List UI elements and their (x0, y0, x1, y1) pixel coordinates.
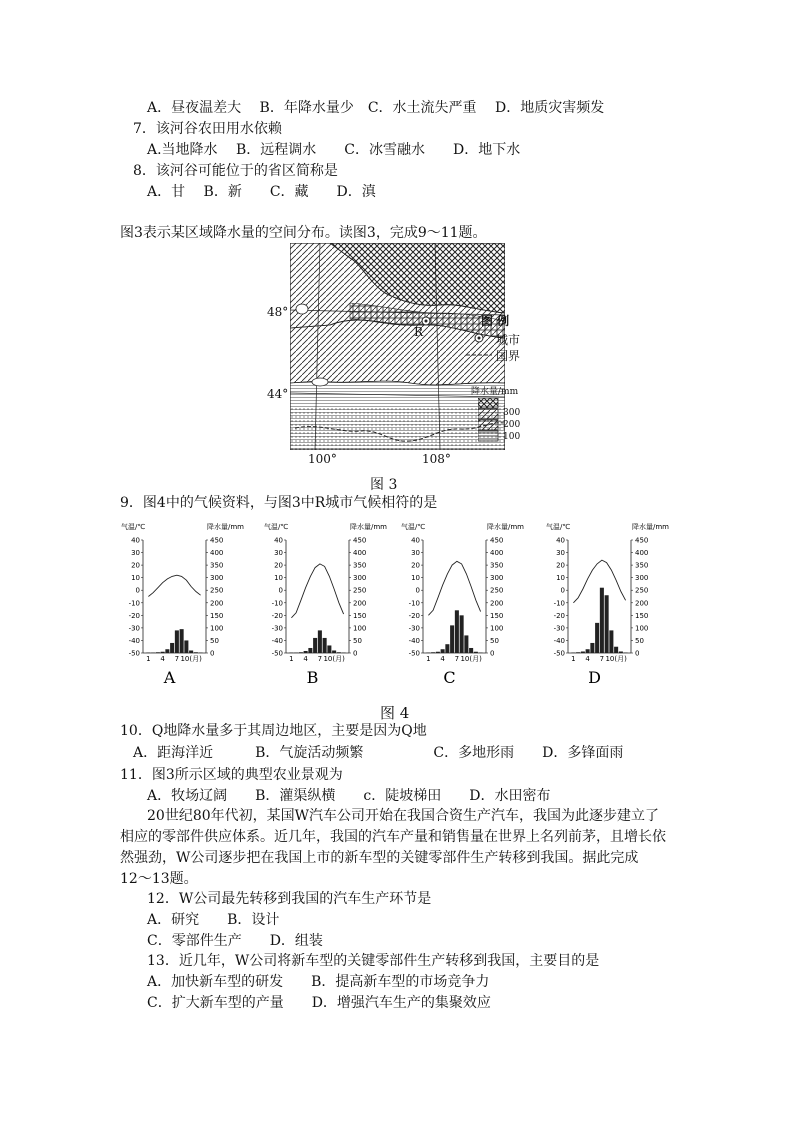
climate-chart-b (263, 520, 393, 695)
q12-stem: 12．W公司最先转移到我国的汽车生产环节是 (147, 891, 432, 907)
month-tick-label: 4 (440, 655, 445, 663)
q9-stem: 9．图4中的气候资料，与图3中R城市气候相符的是 (120, 495, 438, 511)
precip-bar (194, 652, 198, 653)
month-tick-label: 7 (454, 655, 460, 663)
precip-bar (299, 652, 303, 653)
precip-tick-label: 0 (353, 649, 358, 658)
temp-tick-label: -40 (408, 636, 420, 645)
q11-stem: 11．图3所示区域的典型农业景观为 (120, 767, 343, 783)
precip-bar (460, 615, 464, 653)
temp-tick-label: 0 (415, 586, 420, 595)
temp-axis-label: 气温/℃ (121, 523, 146, 531)
temp-tick-label: 0 (278, 586, 283, 595)
precip-tick-label: 350 (490, 561, 504, 570)
month-tick-label: 1 (571, 655, 576, 663)
q7-options: A.当地降水 B．远程调水 C．冰雪融水 D．地下水 (147, 142, 521, 158)
precip-tick-label: 200 (635, 599, 649, 608)
precip-tick-label: 0 (490, 649, 495, 658)
temp-tick-label: 0 (135, 586, 140, 595)
climate-chart-c (400, 520, 530, 695)
climate-chart-d (545, 520, 675, 695)
legend-city: 城市 (496, 333, 521, 347)
temp-curve (291, 564, 343, 618)
precip-tick-label: 250 (353, 586, 367, 595)
q13-options-1: A．加快新车型的研发 B．提高新车型的市场竞争力 (147, 974, 490, 990)
precip-bar (455, 610, 459, 653)
month-tick-label: 10(月) (460, 655, 482, 663)
precip-tick-label: 50 (635, 636, 644, 645)
temp-tick-label: -20 (553, 611, 565, 620)
temp-curve (573, 560, 625, 603)
precip-tick-label: 250 (210, 586, 224, 595)
q13-options-2: C．扩大新车型的产量 D．增强汽车生产的集聚效应 (147, 995, 491, 1011)
temp-tick-label: -50 (553, 649, 565, 658)
precip-bar (151, 652, 155, 653)
temp-curve (148, 575, 200, 596)
temp-tick-label: 30 (274, 549, 283, 558)
precip-tick-label: 50 (210, 636, 219, 645)
precip-bar (165, 649, 169, 653)
precip-bar (189, 650, 193, 653)
legend-border: 国界 (496, 349, 521, 363)
temp-tick-label: -30 (408, 624, 420, 633)
temp-axis-label: 气温/℃ (264, 523, 289, 531)
chart-letter: C (443, 668, 456, 687)
temp-tick-label: 20 (556, 561, 565, 570)
temp-tick-label: 20 (274, 561, 283, 570)
precip-tick-label: 250 (490, 586, 504, 595)
q8-stem: 8．该河谷可能位于的省区简称是 (133, 163, 338, 179)
precip-tick-label: 300 (210, 574, 224, 583)
temp-tick-label: -40 (271, 636, 283, 645)
precip-bar (426, 652, 430, 653)
temp-tick-label: -30 (553, 624, 565, 633)
temp-tick-label: -40 (128, 636, 140, 645)
precip-tick-label: 200 (210, 599, 224, 608)
temp-tick-label: 10 (274, 574, 283, 583)
precip-bar (332, 650, 336, 653)
precip-tick-label: 100 (635, 624, 649, 633)
legend-title: 图 例 (481, 314, 510, 328)
temp-tick-label: 10 (556, 574, 565, 583)
city-r-label: R (414, 325, 424, 339)
legend-border-icon (466, 352, 492, 358)
temp-tick-label: 30 (411, 549, 420, 558)
precip-bar (175, 630, 179, 653)
precip-bar (581, 651, 585, 653)
temp-tick-label: 40 (556, 536, 565, 545)
precip-bar (450, 625, 454, 653)
temp-tick-label: 10 (411, 574, 420, 583)
precip-tick-label: 300 (490, 574, 504, 583)
temp-tick-label: 20 (411, 561, 420, 570)
month-tick-label: 7 (317, 655, 323, 663)
precip-tick-label: 100 (210, 624, 224, 633)
temp-tick-label: -30 (128, 624, 140, 633)
lon-108-label: 108° (422, 452, 451, 466)
precip-tick-label: 300 (353, 574, 367, 583)
precip-tick-label: 350 (210, 561, 224, 570)
precip-tick-label: 50 (353, 636, 362, 645)
chart-letter: A (163, 668, 176, 687)
precip-bar (156, 652, 160, 653)
precip-bar (327, 645, 331, 653)
precipitation-map (290, 243, 505, 450)
temp-tick-label: 20 (131, 561, 140, 570)
temp-tick-label: -20 (271, 611, 283, 620)
temp-tick-label: -50 (408, 649, 420, 658)
precip-bar (605, 595, 609, 653)
temp-tick-label: -30 (271, 624, 283, 633)
precip-bar (180, 629, 184, 653)
q10-stem: 10．Q地降水量多于其周边地区，主要是因为Q地 (120, 723, 427, 739)
legend-200: 200 (503, 420, 521, 430)
precip-tick-label: 450 (490, 536, 504, 545)
month-tick-label: 7 (174, 655, 180, 663)
temp-tick-label: 30 (131, 549, 140, 558)
month-tick-label: 4 (585, 655, 590, 663)
precip-tick-label: 350 (353, 561, 367, 570)
lon-100-label: 100° (308, 452, 337, 466)
precip-bar (469, 648, 473, 653)
precip-bar (624, 652, 628, 653)
temp-tick-label: -50 (128, 649, 140, 658)
precip-bar (586, 649, 590, 653)
precip-bar (308, 648, 312, 653)
precip-bar (318, 630, 322, 653)
precip-bar (313, 638, 317, 653)
temp-axis-label: 气温/℃ (401, 523, 426, 531)
precip-tick-label: 150 (635, 611, 649, 620)
precip-bar (445, 644, 449, 653)
legend-precip-swatches (478, 398, 500, 444)
temp-tick-label: 40 (131, 536, 140, 545)
month-tick-label: 10(月) (180, 655, 202, 663)
precip-tick-label: 150 (353, 611, 367, 620)
precip-bar (609, 630, 613, 653)
precip-tick-label: 0 (210, 649, 215, 658)
precip-bar (289, 652, 293, 653)
temp-tick-label: -10 (128, 599, 140, 608)
fig4-caption: 图 4 (380, 704, 410, 722)
precip-bar (294, 652, 298, 653)
climate-chart-a (120, 520, 250, 695)
q7-stem: 7．该河谷农田用水依赖 (133, 121, 282, 137)
precip-bar (161, 652, 165, 653)
q12-options-1: A．研究 B．设计 (147, 912, 280, 928)
lat-44-label: 44° (267, 387, 289, 401)
month-tick-label: 1 (426, 655, 431, 663)
month-tick-label: 4 (160, 655, 165, 663)
precip-bar (595, 623, 599, 653)
temp-axis-label: 气温/℃ (546, 523, 571, 531)
temp-tick-label: -50 (271, 649, 283, 658)
q6-options: A．昼夜温差大 B．年降水量少 C．水土流失严重 D．地质灾害频发 (147, 100, 605, 116)
precip-bar (479, 652, 483, 653)
precip-bar (342, 652, 346, 653)
precip-bar (600, 588, 604, 653)
legend-300: 300 (503, 408, 521, 418)
temp-curve (428, 561, 480, 615)
passage-line-4: 12～13题。 (120, 871, 198, 887)
precip-bar (436, 652, 440, 653)
precip-tick-label: 400 (210, 549, 224, 558)
month-tick-label: 4 (303, 655, 308, 663)
fig3-caption: 图 3 (370, 477, 398, 493)
legend-precip-title: 降水量/mm (471, 387, 519, 397)
precip-tick-label: 450 (635, 536, 649, 545)
passage-line-2: 相应的零部件供应体系。近几年，我国的汽车产量和销售量在世界上名列前茅，且增长依 (120, 829, 666, 845)
precip-bar (323, 638, 327, 653)
precip-bar (590, 643, 594, 653)
temp-tick-label: 40 (274, 536, 283, 545)
precip-bar (337, 652, 341, 653)
precip-tick-label: 250 (635, 586, 649, 595)
temp-tick-label: -10 (553, 599, 565, 608)
month-tick-label: 1 (289, 655, 294, 663)
legend-city-icon (474, 333, 484, 343)
precip-bar (619, 651, 623, 653)
precip-bar (576, 652, 580, 653)
precip-tick-label: 450 (210, 536, 224, 545)
legend-100: 100 (503, 432, 521, 442)
lat-48-label: 48° (267, 305, 289, 319)
chart-letter: B (306, 668, 319, 687)
precip-tick-label: 300 (635, 574, 649, 583)
precip-tick-label: 0 (635, 649, 640, 658)
precip-tick-label: 150 (490, 611, 504, 620)
precip-bar (431, 652, 435, 653)
precip-bar (441, 649, 445, 653)
month-tick-label: 1 (146, 655, 151, 663)
precip-tick-label: 150 (210, 611, 224, 620)
precip-tick-label: 200 (353, 599, 367, 608)
precip-tick-label: 350 (635, 561, 649, 570)
q11-options: A．牧场辽阔 B．灌渠纵横 c．陡坡梯田 D．水田密布 (147, 788, 551, 804)
month-tick-label: 10(月) (605, 655, 627, 663)
precip-axis-label: 降水量/mm (487, 523, 524, 531)
q12-options-2: C．零部件生产 D．组装 (147, 933, 323, 949)
temp-tick-label: -20 (128, 611, 140, 620)
precip-bar (184, 640, 188, 653)
precip-axis-label: 降水量/mm (207, 523, 244, 531)
passage-line-3: 然强劲，W公司逐步把在我国上市的新车型的关键零部件生产转移到我国。据此完成 (120, 850, 639, 866)
temp-tick-label: -10 (408, 599, 420, 608)
temp-tick-label: -20 (408, 611, 420, 620)
passage-line-1: 20世纪80年代初，某国W汽车公司开始在我国合资生产汽车，我国为此逐步建立了 (147, 808, 660, 824)
precip-axis-label: 降水量/mm (350, 523, 387, 531)
precip-tick-label: 400 (635, 549, 649, 558)
precip-axis-label: 降水量/mm (632, 523, 669, 531)
precip-tick-label: 450 (353, 536, 367, 545)
precip-tick-label: 100 (353, 624, 367, 633)
precip-tick-label: 100 (490, 624, 504, 633)
fig3-intro: 图3表示某区域降水量的空间分布。读图3，完成9～11题。 (120, 225, 487, 241)
precip-bar (199, 652, 203, 653)
q13-stem: 13．近几年，W公司将新车型的关键零部件生产转移到我国，主要目的是 (147, 953, 600, 969)
precip-bar (474, 652, 478, 653)
temp-tick-label: -10 (271, 599, 283, 608)
precip-bar (170, 643, 174, 653)
precip-tick-label: 400 (353, 549, 367, 558)
precip-tick-label: 400 (490, 549, 504, 558)
precip-tick-label: 200 (490, 599, 504, 608)
precip-bar (571, 652, 575, 653)
q10-options: A．距海洋近 B．气旋活动频繁 C．多地形雨 D．多锋面雨 (133, 745, 624, 761)
month-tick-label: 7 (599, 655, 605, 663)
temp-tick-label: 0 (560, 586, 565, 595)
precip-bar (464, 635, 468, 653)
precip-bar (614, 647, 618, 653)
precip-bar (146, 652, 150, 653)
temp-tick-label: 10 (131, 574, 140, 583)
temp-tick-label: 40 (411, 536, 420, 545)
temp-tick-label: -40 (553, 636, 565, 645)
q8-options: A．甘 B．新 C．藏 D．滇 (147, 184, 376, 200)
month-tick-label: 10(月) (323, 655, 345, 663)
chart-letter: D (588, 668, 601, 687)
precip-bar (304, 651, 308, 653)
precip-tick-label: 50 (490, 636, 499, 645)
temp-tick-label: 30 (556, 549, 565, 558)
